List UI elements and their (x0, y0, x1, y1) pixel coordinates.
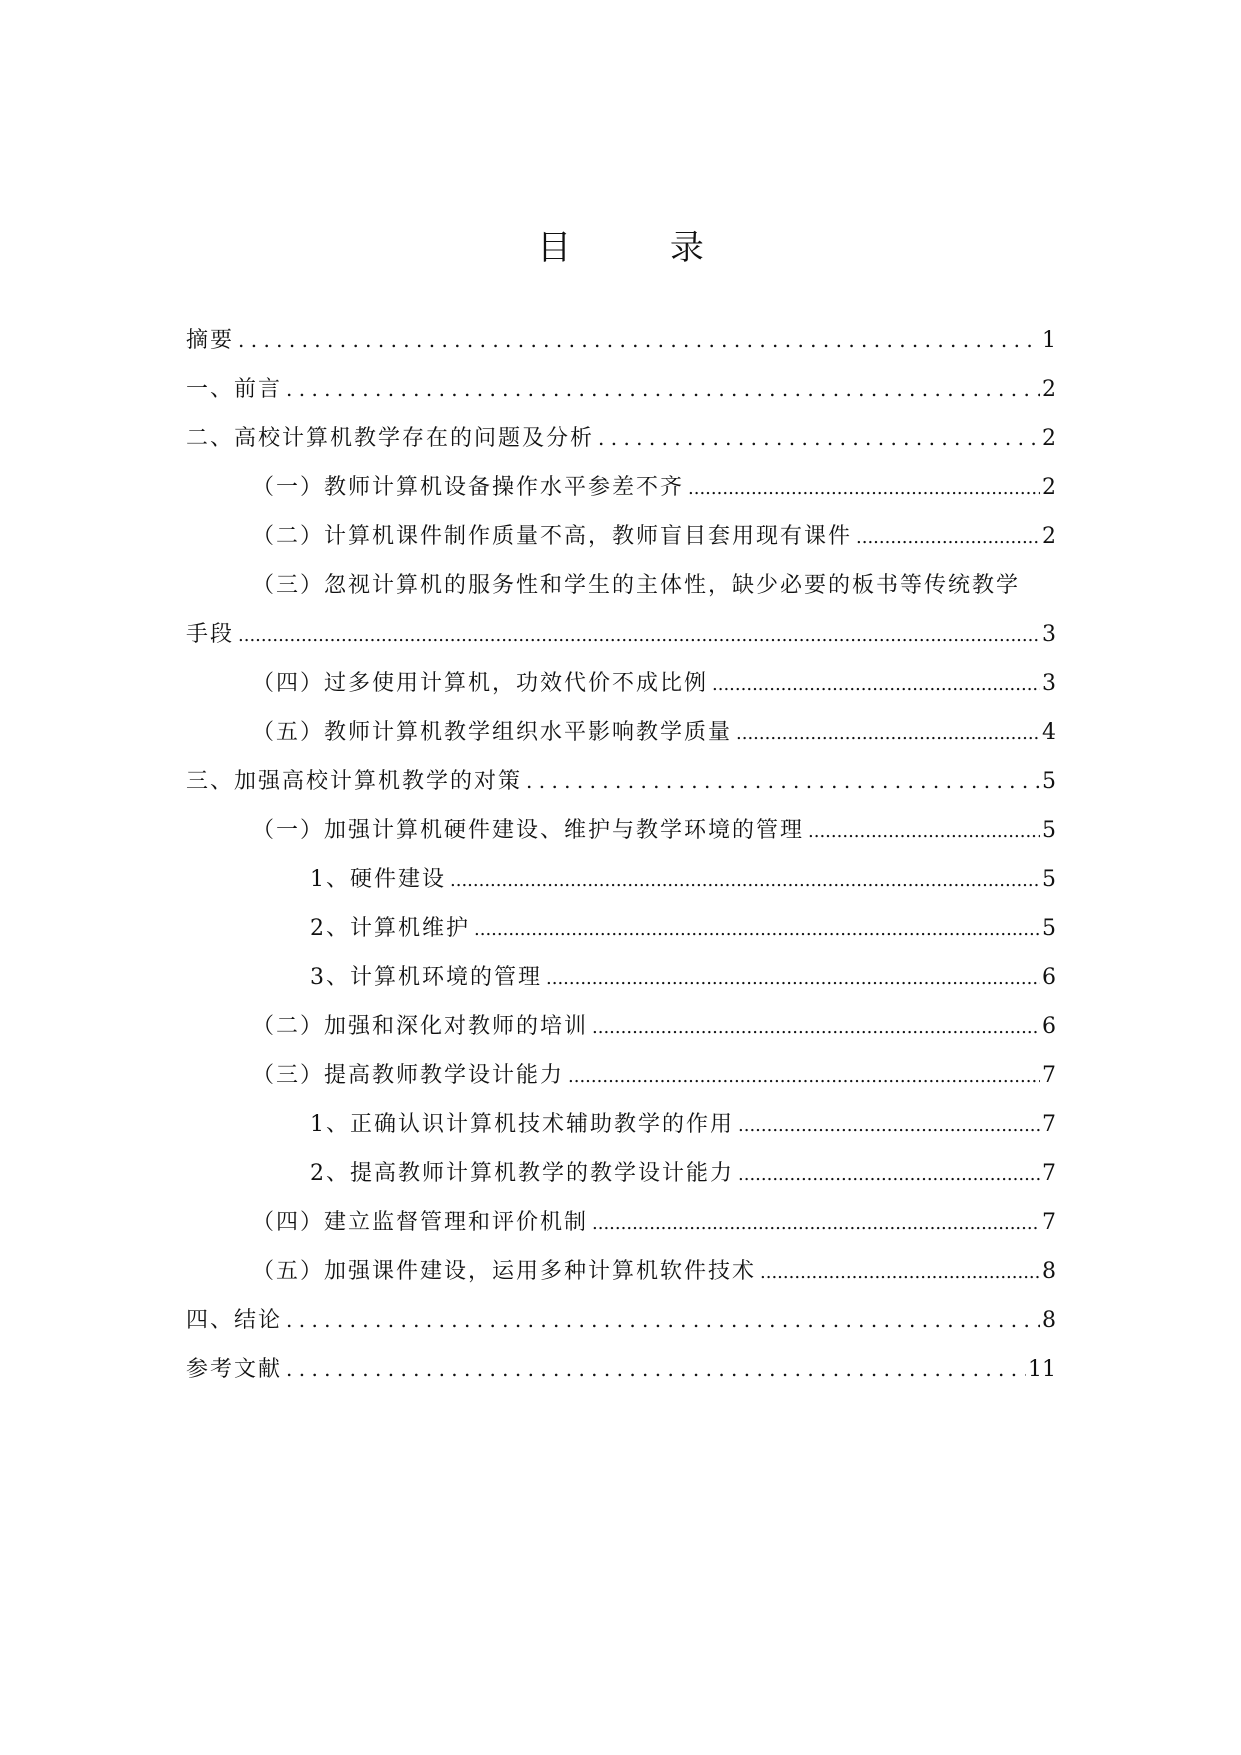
toc-page-number: 11 (1028, 1357, 1056, 1382)
toc-entry-label: （二）计算机课件制作质量不高，教师盲目套用现有课件 (252, 524, 853, 549)
toc-entry-label: （三）提高教师教学设计能力 (252, 1063, 565, 1088)
toc-page-number: 4 (1042, 720, 1056, 745)
toc-entry[interactable] (186, 561, 1056, 610)
toc-entry-label: （一）教师计算机设备操作水平参差不齐 (252, 475, 685, 500)
toc-entry[interactable] (186, 610, 1056, 659)
toc-entry-label: 3、计算机环境的管理 (310, 965, 542, 990)
toc-page-number: 1 (1042, 328, 1056, 353)
toc-dot-leader (592, 1002, 1040, 1051)
toc-entry-label: （五）教师计算机教学组织水平影响教学质量 (252, 720, 733, 745)
toc-dot-leader (450, 855, 1040, 904)
toc-entry[interactable] (186, 1345, 1056, 1394)
toc-entry[interactable] (186, 1296, 1056, 1345)
toc-entry[interactable] (186, 904, 1056, 953)
toc-page-number: 5 (1042, 769, 1056, 794)
toc-dot-leader (546, 953, 1040, 1002)
toc-page-number: 7 (1042, 1112, 1056, 1137)
toc-entry[interactable] (186, 1051, 1056, 1100)
toc-entry-label: （五）加强课件建设，运用多种计算机软件技术 (252, 1259, 757, 1284)
toc-entry-label: 三、加强高校计算机教学的对策 (186, 769, 523, 794)
toc-entry[interactable] (186, 708, 1056, 757)
page-title: 目 录 (537, 228, 748, 268)
toc-page-number: 2 (1042, 426, 1056, 451)
toc-page-number: 3 (1042, 671, 1056, 696)
toc-entry[interactable] (186, 855, 1056, 904)
toc-entry-label: 2、提高教师计算机教学的教学设计能力 (310, 1161, 734, 1186)
toc-page-number: 2 (1042, 524, 1056, 549)
table-of-contents (186, 316, 1056, 1394)
toc-page-number: 8 (1042, 1308, 1056, 1333)
toc-entry-label: 二、高校计算机教学存在的问题及分析 (186, 426, 595, 451)
toc-dot-leader (856, 512, 1040, 561)
toc-entry-label: （三）忽视计算机的服务性和学生的主体性，缺少必要的板书等传统教学 (252, 573, 1021, 598)
toc-dot-leader (598, 414, 1040, 463)
toc-dot-leader (736, 708, 1040, 757)
toc-entry-label: 一、前言 (186, 377, 283, 402)
toc-entry[interactable] (186, 1100, 1056, 1149)
toc-dot-leader (526, 757, 1040, 806)
toc-dot-leader (808, 806, 1040, 855)
toc-dot-leader (286, 365, 1040, 414)
toc-entry[interactable] (186, 659, 1056, 708)
toc-page-number: 6 (1042, 1014, 1056, 1039)
toc-entry[interactable] (186, 1198, 1056, 1247)
toc-page-number: 5 (1042, 916, 1056, 941)
toc-dot-leader (738, 1149, 1040, 1198)
toc-entry-label: 摘要 (186, 328, 235, 353)
toc-dot-leader (286, 1345, 1026, 1394)
toc-dot-leader (238, 316, 1040, 365)
toc-page-number: 3 (1042, 622, 1056, 647)
toc-entry[interactable] (186, 953, 1056, 1002)
toc-entry-label: 手段 (186, 622, 235, 647)
toc-entry-label: （二）加强和深化对教师的培训 (252, 1014, 589, 1039)
toc-page-number: 2 (1042, 475, 1056, 500)
toc-page-number: 5 (1042, 818, 1056, 843)
toc-entry-label: 1、硬件建设 (310, 867, 446, 892)
toc-entry[interactable] (186, 1002, 1056, 1051)
toc-dot-leader (712, 659, 1040, 708)
toc-entry[interactable] (186, 1247, 1056, 1296)
toc-entry[interactable] (186, 316, 1056, 365)
toc-entry[interactable] (186, 806, 1056, 855)
toc-dot-leader (592, 1198, 1040, 1247)
toc-entry[interactable] (186, 1149, 1056, 1198)
toc-entry-label: （四）建立监督管理和评价机制 (252, 1210, 589, 1235)
toc-entry[interactable] (186, 757, 1056, 806)
toc-entry-label: 2、计算机维护 (310, 916, 470, 941)
toc-dot-leader (474, 904, 1040, 953)
toc-page-number: 7 (1042, 1210, 1056, 1235)
toc-entry[interactable] (186, 414, 1056, 463)
toc-page-number: 8 (1042, 1259, 1056, 1284)
toc-dot-leader (760, 1247, 1040, 1296)
toc-entry-label: （一）加强计算机硬件建设、维护与教学环境的管理 (252, 818, 805, 843)
toc-dot-leader (738, 1100, 1040, 1149)
toc-dot-leader (688, 463, 1040, 512)
toc-page-number: 2 (1042, 377, 1056, 402)
toc-page-number: 5 (1042, 867, 1056, 892)
toc-entry-label: 参考文献 (186, 1357, 283, 1382)
toc-dot-leader (286, 1296, 1040, 1345)
toc-dot-leader (568, 1051, 1040, 1100)
toc-entry[interactable] (186, 463, 1056, 512)
toc-page-number: 7 (1042, 1161, 1056, 1186)
toc-page-number: 6 (1042, 965, 1056, 990)
toc-entry-label: 四、结论 (186, 1308, 283, 1333)
toc-entry[interactable] (186, 365, 1056, 414)
toc-dot-leader (238, 610, 1040, 659)
toc-entry-label: （四）过多使用计算机，功效代价不成比例 (252, 671, 709, 696)
toc-entry-label: 1、正确认识计算机技术辅助教学的作用 (310, 1112, 734, 1137)
toc-page-number: 7 (1042, 1063, 1056, 1088)
toc-entry[interactable] (186, 512, 1056, 561)
